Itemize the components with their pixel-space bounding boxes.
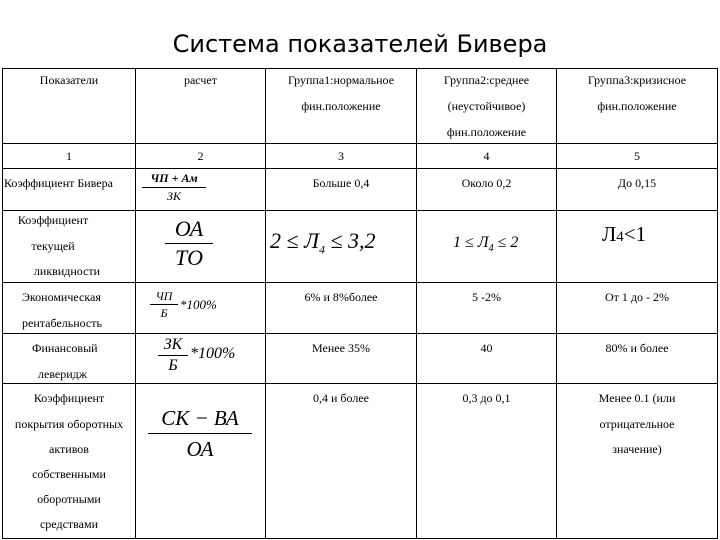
liquidity-formula-numerator: ОА [174, 216, 204, 241]
beaver-formula-denominator: ЗК [142, 187, 206, 205]
coverage-name-l4: собственными [32, 467, 106, 481]
page-title: Система показателей Бивера [172, 30, 548, 58]
liquidity-formula [165, 215, 213, 272]
coverage-group3-l2: отрицательное [599, 417, 675, 431]
liquidity-formula-denominator: ТО [165, 243, 213, 272]
header-group1-line1: Группа1:нормальное [287, 73, 395, 87]
coverage-formula-numerator: СК − ВА [161, 406, 239, 430]
profitability-multiplier: *100% [180, 297, 217, 312]
coverage-group3-l1: Менее 0.1 (или [598, 391, 676, 405]
column-number-2: 2 [197, 149, 204, 163]
header-group2-line3: фин.положение [446, 125, 527, 139]
coverage-name-l6: средствами [39, 517, 99, 531]
liquidity-name-l3: ликвидности [33, 264, 101, 278]
coverage-formula-denominator: ОА [148, 433, 252, 464]
beaver-formula [142, 170, 206, 205]
liquidity-group3 [602, 222, 646, 249]
header-group3-line1: Группа3:кризисное [587, 73, 687, 87]
liquidity-group3-tail: <1 [623, 222, 647, 246]
header-group2-line2: (неустойчивое) [447, 99, 526, 113]
profitability-group3: От 1 до - 2% [604, 290, 669, 304]
coverage-formula [148, 403, 252, 464]
beaver-formula-numerator: ЧП + Ам [150, 171, 198, 185]
beaver-name: Коэффициент Бивера [4, 176, 113, 190]
header-calculation: расчет [183, 73, 218, 87]
column-number-1: 1 [66, 149, 72, 163]
liquidity-name-l1: Коэффициент [17, 213, 89, 227]
beaver-group1: Больше 0,4 [312, 176, 370, 190]
liquidity-group3-sub: 4 [616, 229, 624, 245]
liquidity-group1-main: 2 ≤ Л [270, 228, 319, 253]
liquidity-group2-main: 1 ≤ Л [453, 234, 489, 251]
liquidity-group1 [270, 229, 376, 261]
profitability-name-l1: Экономическая [22, 290, 101, 304]
header-group3-line2: фин.положение [597, 99, 677, 113]
leverage-formula-denominator: Б [158, 355, 188, 376]
leverage-group2: 40 [480, 341, 493, 355]
leverage-group1: Менее 35% [312, 341, 370, 355]
liquidity-name-l2: текущей [31, 239, 75, 253]
liquidity-group2 [453, 234, 518, 258]
leverage-multiplier: *100% [190, 345, 236, 362]
coverage-name-l1: Коэффициент [33, 391, 105, 405]
column-number-5: 5 [634, 149, 640, 163]
coverage-name-l2: покрытия оборотных [14, 417, 124, 431]
liquidity-group1-sub: 4 [318, 242, 325, 257]
coverage-name-l5: оборотными [37, 492, 101, 506]
profitability-group1: 6% и 8%более [304, 290, 378, 304]
coverage-group1: 0,4 и более [312, 391, 369, 405]
header-group1-line2: фин.положение [301, 99, 381, 113]
profitability-group2: 5 -2% [472, 290, 501, 304]
column-number-3: 3 [338, 149, 344, 163]
profitability-formula [150, 288, 178, 321]
leverage-formula-numerator: ЗК [163, 336, 183, 353]
coverage-group2: 0,3 до 0,1 [462, 391, 511, 405]
coverage-name-l3: активов [49, 442, 89, 456]
beaver-group2: Около 0,2 [461, 176, 512, 190]
leverage-name-l2: леверидж [38, 367, 88, 381]
header-indicators: Показатели [39, 73, 99, 87]
profitability-name-l2: рентабельность [22, 316, 102, 330]
coverage-group3-l3: значение) [612, 442, 662, 456]
leverage-formula [158, 335, 188, 376]
liquidity-group3-main: Л [602, 222, 617, 246]
column-number-4: 4 [483, 149, 490, 163]
liquidity-group1-tail: ≤ 3,2 [324, 228, 376, 253]
liquidity-group2-tail: ≤ 2 [493, 234, 519, 251]
beaver-group3: До 0,15 [617, 176, 657, 190]
liquidity-group2-sub: 4 [488, 243, 494, 255]
profitability-formula-denominator: Б [150, 304, 178, 321]
leverage-group3: 80% и более [605, 341, 669, 355]
header-group2-line1: Группа2:среднее [443, 73, 530, 87]
leverage-name-l1: Финансовый [32, 341, 98, 355]
profitability-formula-numerator: ЧП [155, 289, 173, 303]
